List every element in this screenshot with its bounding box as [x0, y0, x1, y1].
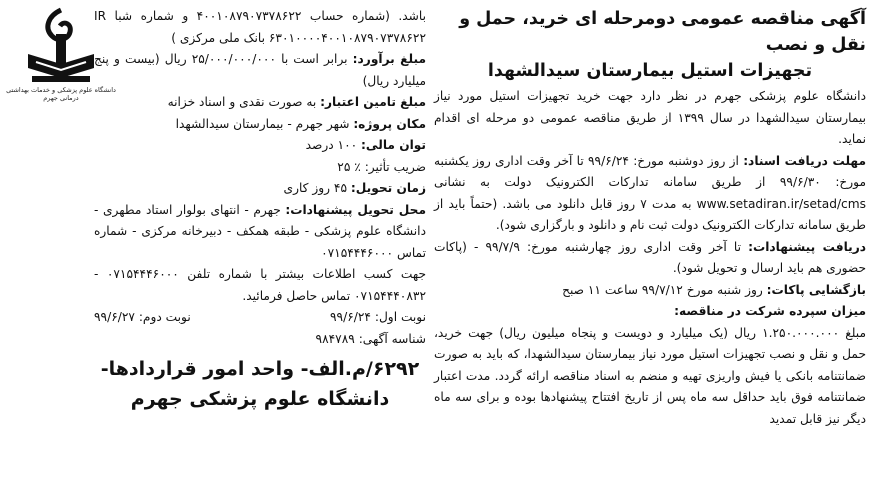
receive-label: دریافت پیشنهادات:	[748, 239, 866, 254]
notice-title: آگهی مناقصه عمومی دومرحله ای خرید، حمل و نقل و نصب	[459, 9, 866, 55]
capacity-label: توان مالی:	[361, 138, 426, 152]
logo-caption: دانشگاه علوم پزشکی و خدمات بهداشتی درمانی جهرم	[6, 86, 116, 102]
notice-subtitle: تجهیزات استیل بیمارستان سیدالشهدا	[487, 61, 813, 81]
deadline-text: از روز دوشنبه مورخ: ۹۹/۶/۲۴ تا آخر وقت اداری روز یکشنبه مورخ: ۹۹/۶/۳۰ از طریق سامانه تدارکات الکترونیک دولت به نشانی www.setadiran.ir/setad/cms به مدت ۷ روز قابل دانلود می باشد. (حتماً باید از طریق سامانه تدارکات الکترونیک دولت ثبت نام و دانلود و بارگزاری شود).	[434, 153, 867, 232]
credit-text: به صورت نقدی و اسناد خزانه	[167, 95, 317, 109]
place-label: محل تحویل پیشنهادات:	[285, 202, 426, 217]
location-paragraph	[94, 114, 426, 136]
location-label: مکان پروژه:	[353, 116, 426, 131]
credit-label: مبلغ تامین اعتبار:	[320, 95, 426, 109]
footer-signature: ۶۲۹۲/م.الف- واحد امور قراردادها- دانشگاه علوم پزشکی جهرم	[100, 358, 420, 410]
intro-paragraph: دانشگاه علوم پزشکی جهرم در نظر دارد جهت خرید تجهیزات استیل مورد نیاز بیمارستان سیدالشهدا در سال ۱۳۹۹ از طریق مناقصه عمومی دو مرحله ای اقدام نماید.	[434, 89, 866, 146]
opening-text: روز شنبه مورخ ۹۹/۷/۱۲ ساعت ۱۱ صبح	[562, 282, 763, 297]
coef-label: ضریب تأثیر:	[364, 159, 426, 174]
capacity-text: ۱۰۰ درصد	[305, 138, 358, 152]
opening-paragraph	[434, 280, 866, 302]
ad-id: شناسه آگهی: ۹۸۴۷۸۹	[315, 331, 426, 346]
place-paragraph	[94, 200, 426, 265]
university-emblem-icon	[8, 6, 114, 90]
delivery-text: ۴۵ روز کاری	[283, 181, 347, 195]
turns-row	[94, 307, 426, 329]
credit-paragraph	[94, 92, 426, 114]
account-paragraph: باشد. (شماره حساب ۴۰۰۱۰۸۷۹۰۷۳۷۸۶۲۲ و شماره شبا IR ۶۳۰۱۰۰۰۰۴۰۰۱۰۸۷۹۰۷۳۷۸۶۲۲ بانک ملی مرکزی )	[94, 9, 426, 45]
delivery-paragraph	[94, 178, 426, 200]
notice-left-column	[94, 6, 426, 414]
place-text: جهرم - انتهای بولوار استاد مطهری - دانشگاه علوم پزشکی - طبقه همکف - دبیرخانه مرکزی - شماره تماس ۰۷۱۵۴۴۴۶۰۰۰	[94, 202, 426, 260]
turn-two: نوبت دوم: ۹۹/۶/۲۷	[94, 310, 191, 324]
delivery-label: زمان تحویل:	[350, 181, 426, 195]
university-logo	[8, 6, 114, 96]
receive-text: تا آخر وقت اداری روز چهارشنبه مورخ: ۹۹/۷/۹ - (پاکات حضوری هم باید ارسال و تحویل شود).	[434, 239, 866, 275]
coef-text: ٪ ۲۵	[337, 159, 361, 174]
estimate-text: برابر است با ۲۵/۰۰۰/۰۰۰/۰۰۰ ریال (بیست و پنج میلیارد ریال)	[94, 52, 426, 88]
estimate-label: مبلغ برآورد:	[352, 52, 427, 66]
info-paragraph: جهت کسب اطلاعات بیشتر با شماره تلفن ۰۷۱۵۴۴۴۶۰۰۰ - ۰۷۱۵۴۴۴۰۸۳۲ تماس حاصل فرمائید.	[94, 267, 426, 303]
deadline-paragraph	[434, 151, 866, 237]
notice-right-column	[434, 6, 866, 430]
capacity-paragraph	[94, 135, 426, 157]
coef-paragraph	[94, 157, 426, 179]
estimate-paragraph	[94, 49, 426, 92]
deposit-text: مبلغ ۱.۲۵۰.۰۰۰.۰۰۰ ریال (یک میلیارد و دویست و پنجاه میلیون ریال) جهت خرید، حمل و نقل و نصب تجهیزات استیل مورد نیاز بیمارستان سیدالشهدا، که باید به صورت ضمانتنامه بانکی یا فیش واریزی تهیه و منضم به اسناد مناقصه ارائه گردد. مدت اعتبار ضمانتنامه فوق باید حداقل سه ماه پس از تاریخ افتتاح پیشنهادها بوده و برای سه ماه دیگر نیز قابل تمدید	[434, 325, 866, 426]
opening-label: بازگشایی پاکات:	[766, 282, 866, 297]
deposit-label: میزان سپرده شرکت در مناقصه:	[674, 304, 866, 318]
receive-paragraph	[434, 237, 866, 280]
deadline-label: مهلت دریافت اسناد:	[743, 153, 867, 168]
location-text: شهر جهرم - بیمارستان سیدالشهدا	[175, 116, 350, 131]
turn-one: نوبت اول: ۹۹/۶/۲۴	[330, 310, 426, 324]
